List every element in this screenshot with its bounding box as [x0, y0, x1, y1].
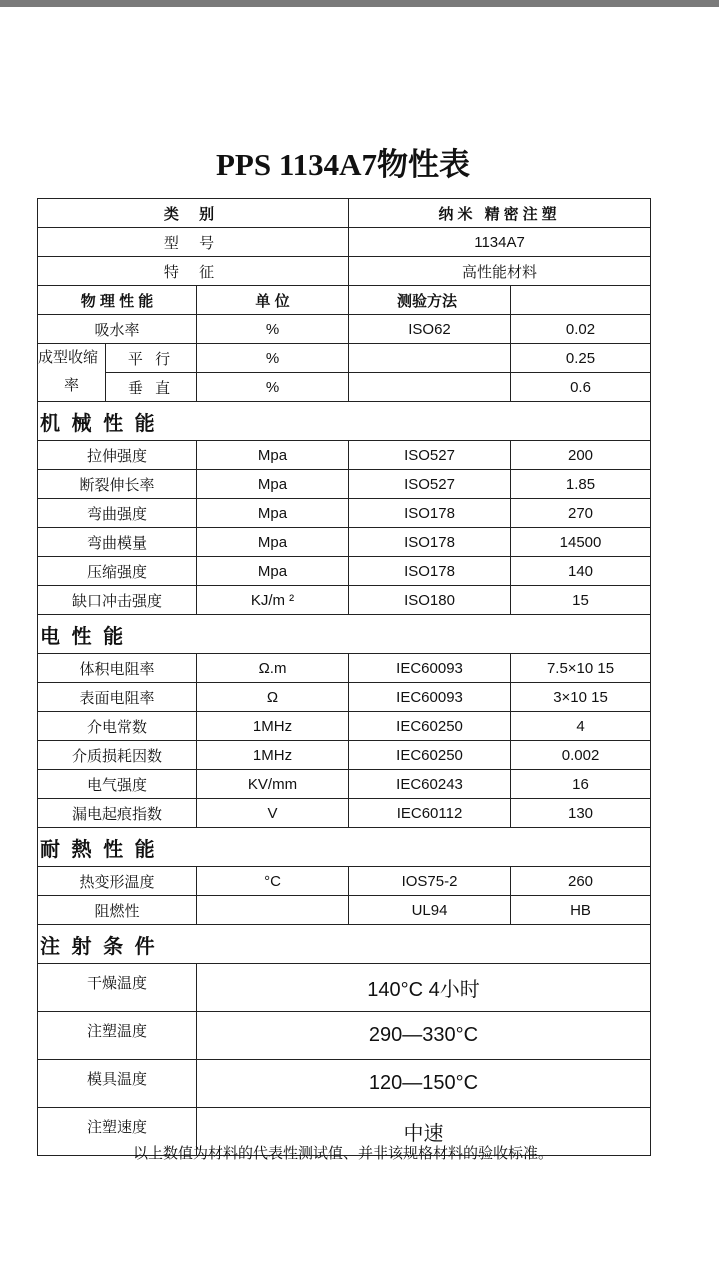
property-value: 3×10 15 [511, 683, 651, 712]
property-name: 漏电起痕指数 [38, 799, 197, 828]
property-unit: Mpa [197, 528, 349, 557]
property-method: IEC60243 [349, 770, 511, 799]
section-title: 电 性 能 [38, 615, 651, 654]
property-value: 0.25 [511, 344, 651, 373]
feature-label: 特 征 [38, 257, 349, 286]
property-unit: KJ/m ² [197, 586, 349, 615]
property-value: 0.02 [511, 315, 651, 344]
table-row [38, 499, 651, 528]
top-status-bar [0, 0, 719, 7]
table-row [38, 344, 651, 373]
property-method: IEC60250 [349, 712, 511, 741]
property-value: HB [511, 896, 651, 925]
property-value: 200 [511, 441, 651, 470]
model-value: 1134A7 [349, 228, 651, 257]
property-unit: KV/mm [197, 770, 349, 799]
property-method: ISO527 [349, 470, 511, 499]
property-name: 介电常数 [38, 712, 197, 741]
category-label: 类 别 [38, 199, 349, 228]
property-method: IEC60093 [349, 654, 511, 683]
property-value: 270 [511, 499, 651, 528]
table-row [38, 528, 651, 557]
table-row [38, 799, 651, 828]
property-method [349, 344, 511, 373]
property-unit [197, 896, 349, 925]
property-name: 热变形温度 [38, 867, 197, 896]
shrinkage-label-line-2: 率 [64, 377, 80, 394]
property-value: 15 [511, 586, 651, 615]
property-name: 断裂伸长率 [38, 470, 197, 499]
table-row [38, 315, 651, 344]
table-row [38, 373, 651, 402]
table-row [38, 896, 651, 925]
property-unit: Mpa [197, 557, 349, 586]
property-name: 弯曲模量 [38, 528, 197, 557]
property-value: 1.85 [511, 470, 651, 499]
property-value: 130 [511, 799, 651, 828]
property-name: 电气强度 [38, 770, 197, 799]
table-row [38, 1060, 651, 1108]
property-method [349, 373, 511, 402]
property-value: 0.6 [511, 373, 651, 402]
property-value: 0.002 [511, 741, 651, 770]
table-row [38, 557, 651, 586]
section-header-thermal [38, 828, 651, 867]
property-table [37, 198, 651, 1156]
property-value: 260 [511, 867, 651, 896]
property-value: 140 [511, 557, 651, 586]
category-value: 纳米 精密注塑 [349, 199, 651, 228]
table-row [38, 654, 651, 683]
table-row [38, 441, 651, 470]
property-value: 4 [511, 712, 651, 741]
property-method: ISO527 [349, 441, 511, 470]
property-name: 体积电阻率 [38, 654, 197, 683]
property-unit: % [197, 373, 349, 402]
property-method: ISO180 [349, 586, 511, 615]
property-unit: °C [197, 867, 349, 896]
model-row [38, 228, 651, 257]
table-row [38, 741, 651, 770]
table-row [38, 964, 651, 1012]
feature-value: 高性能材料 [349, 257, 651, 286]
condition-value: 中速 [197, 1108, 651, 1156]
property-method: ISO62 [349, 315, 511, 344]
condition-value: 140°C 4小时 [197, 964, 651, 1012]
table-row [38, 712, 651, 741]
property-unit: Mpa [197, 470, 349, 499]
condition-value: 120—150°C [197, 1060, 651, 1108]
property-unit: Ω [197, 683, 349, 712]
property-name: 拉伸强度 [38, 441, 197, 470]
condition-value: 290—330°C [197, 1012, 651, 1060]
physical-header: 物 理 性 能 [38, 286, 197, 315]
column-header-row [38, 286, 651, 315]
method-header: 测验方法 [349, 286, 511, 315]
condition-name: 注塑温度 [38, 1012, 197, 1060]
property-name: 弯曲强度 [38, 499, 197, 528]
table-row [38, 586, 651, 615]
property-name: 缺口冲击强度 [38, 586, 197, 615]
section-header-electrical [38, 615, 651, 654]
section-header-mechanical [38, 402, 651, 441]
property-method: ISO178 [349, 528, 511, 557]
property-name: 表面电阻率 [38, 683, 197, 712]
property-unit: 1MHz [197, 712, 349, 741]
property-value: 14500 [511, 528, 651, 557]
condition-name: 模具温度 [38, 1060, 197, 1108]
feature-row [38, 257, 651, 286]
section-title: 机 械 性 能 [38, 402, 651, 441]
table-row [38, 683, 651, 712]
property-value: 7.5×10 15 [511, 654, 651, 683]
model-label: 型 号 [38, 228, 349, 257]
section-title: 注 射 条 件 [38, 925, 651, 964]
property-unit: Mpa [197, 441, 349, 470]
table-row [38, 867, 651, 896]
shrinkage-label-line-1: 成型收缩 [38, 349, 99, 366]
property-unit: V [197, 799, 349, 828]
property-unit: Mpa [197, 499, 349, 528]
property-name: 垂 直 [106, 373, 197, 402]
condition-name: 干燥温度 [38, 964, 197, 1012]
property-name: 平 行 [106, 344, 197, 373]
footnote: 以上数值为材料的代表性测试值、并非该规格材料的验收标准。 [132, 1145, 553, 1162]
table-row [38, 1012, 651, 1060]
property-method: ISO178 [349, 499, 511, 528]
property-unit: % [197, 344, 349, 373]
property-method: ISO178 [349, 557, 511, 586]
section-title: 耐 熱 性 能 [38, 828, 651, 867]
table-row [38, 770, 651, 799]
page-title: PPS 1134A7物性表 [215, 147, 471, 182]
shrinkage-label [38, 344, 106, 402]
value-header [511, 286, 651, 315]
property-method: IEC60250 [349, 741, 511, 770]
section-header-injection [38, 925, 651, 964]
property-name: 压缩强度 [38, 557, 197, 586]
table-row [38, 470, 651, 499]
condition-name: 注塑速度 [38, 1108, 197, 1156]
property-unit: 1MHz [197, 741, 349, 770]
property-name: 介质损耗因数 [38, 741, 197, 770]
property-unit: % [197, 315, 349, 344]
property-method: IEC60112 [349, 799, 511, 828]
property-value: 16 [511, 770, 651, 799]
property-method: IOS75-2 [349, 867, 511, 896]
unit-header: 单 位 [197, 286, 349, 315]
category-row [38, 199, 651, 228]
property-method: IEC60093 [349, 683, 511, 712]
property-name: 阻燃性 [38, 896, 197, 925]
property-name: 吸水率 [38, 315, 197, 344]
property-method: UL94 [349, 896, 511, 925]
property-unit: Ω.m [197, 654, 349, 683]
